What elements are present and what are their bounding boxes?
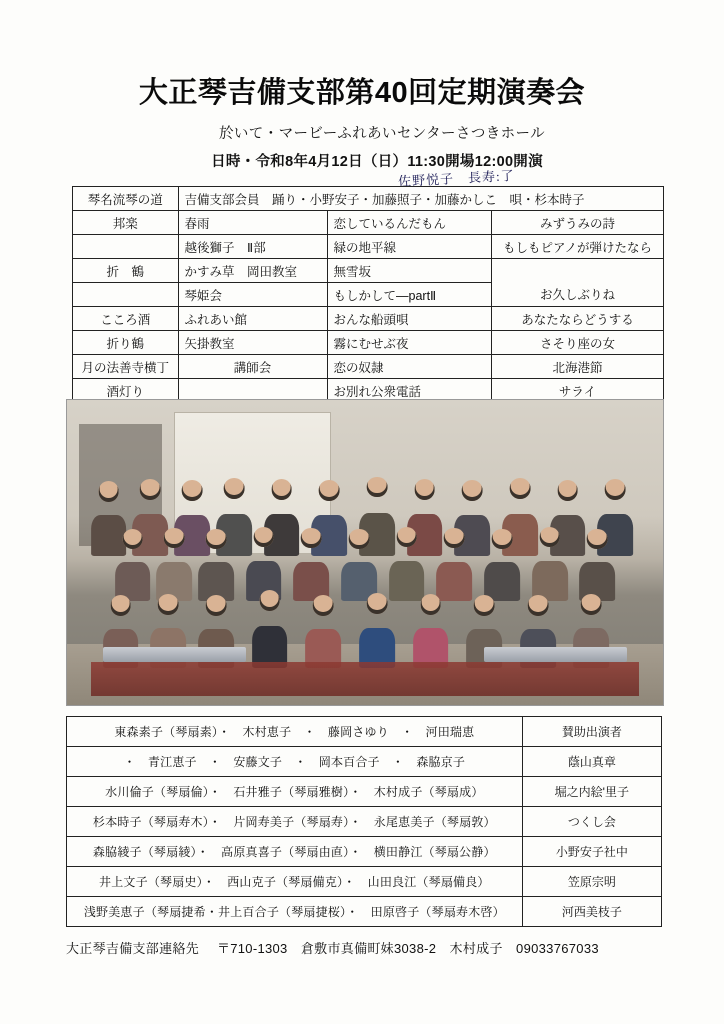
performer-names: 東森素子（琴扇素）・ 木村恵子 ・ 藤岡さゆり ・ 河田瑞恵 xyxy=(67,717,523,747)
table-row xyxy=(67,717,662,747)
program-subgroup: 春雨 xyxy=(178,211,327,235)
contact-address: 〒710-1303 倉敷市真備町妹3038-2 木村成子 09033767033 xyxy=(216,941,599,956)
program-subgroup: 矢掛教室 xyxy=(178,331,327,355)
photo-person-head xyxy=(164,528,185,549)
photo-person-head xyxy=(313,595,334,616)
program-song-alt: サライ xyxy=(491,379,663,403)
program-subgroup: 越後獅子 Ⅱ部 xyxy=(178,235,327,259)
table-row xyxy=(73,283,664,307)
program-song: 霧にむせぶ夜 xyxy=(327,331,491,355)
program-group: こころ酒 xyxy=(73,307,179,331)
program-subgroup: 講師会 xyxy=(178,355,327,379)
table-row xyxy=(73,259,664,283)
table-row xyxy=(67,807,662,837)
photo-person-head xyxy=(301,528,322,549)
program-group xyxy=(73,235,179,259)
program-song-alt: みずうみの詩 xyxy=(491,211,663,235)
footer-contact xyxy=(66,938,666,957)
table-row xyxy=(73,355,664,379)
performer-names: 浅野美恵子（琴扇捷希・井上百合子（琴扇捷桜）・ 田原啓子（琴扇寿木啓） xyxy=(67,897,523,927)
photo-person-head xyxy=(271,479,292,500)
guest-name: つくし会 xyxy=(522,807,661,837)
photo-person-head xyxy=(140,479,161,500)
program-table xyxy=(72,186,664,403)
program-song: 無雪坂 xyxy=(327,259,491,283)
guest-name: 堀之内絵'里子 xyxy=(522,777,661,807)
guest-header: 賛助出演者 xyxy=(522,717,661,747)
table-row xyxy=(73,187,664,211)
program-song: 緑の地平線 xyxy=(327,235,491,259)
photo-front-table xyxy=(91,662,639,696)
photo-person-head xyxy=(581,594,602,615)
photo-person-head xyxy=(253,527,274,548)
performer-names: ・ 青江恵子 ・ 安藤文子 ・ 岡本百合子 ・ 森脇京子 xyxy=(67,747,523,777)
program-group: 折り鶴 xyxy=(73,331,179,355)
table-row xyxy=(67,837,662,867)
photo-person-head xyxy=(224,478,245,499)
photo-person-head xyxy=(110,595,131,616)
photo-person-head xyxy=(444,528,465,549)
photo-person-head xyxy=(420,594,441,615)
program-subgroup: 琴姫会 xyxy=(178,283,327,307)
table-row xyxy=(67,777,662,807)
program-group: 月の法善寺横丁 xyxy=(73,355,179,379)
program-song-alt: もしもピアノが弾けたなら xyxy=(491,235,663,259)
photo-person-head xyxy=(206,595,227,616)
photo-person-head xyxy=(367,593,388,614)
guest-name: 笠原宗明 xyxy=(522,867,661,897)
table-row xyxy=(67,897,662,927)
program-song: おんな船頭唄 xyxy=(327,307,491,331)
program-group: 琴名流琴の道 xyxy=(73,187,179,211)
program-subgroup: かすみ草 岡田教室 xyxy=(178,259,327,283)
photo-person-head xyxy=(605,479,626,500)
program-song: もしかして―partⅡ xyxy=(327,283,491,307)
program-subgroup: ふれあい館 xyxy=(178,307,327,331)
program-group xyxy=(73,283,179,307)
program-song: 恋しているんだもん xyxy=(327,211,491,235)
table-row xyxy=(67,867,662,897)
program-group: 折 鶴 xyxy=(73,259,179,283)
photo-person-head xyxy=(396,527,417,548)
table-row xyxy=(73,235,664,259)
table-row xyxy=(73,211,664,235)
photo-person-head xyxy=(414,479,435,500)
photo-koto-instrument xyxy=(103,647,246,662)
photo-person-head xyxy=(367,477,388,498)
program-song-alt: さそり座の女 xyxy=(491,331,663,355)
photo-person-head xyxy=(259,590,280,611)
performer-names: 杉本時子（琴扇寿木）・ 片岡寿美子（琴扇寿）・ 永尾恵美子（琴扇敦） xyxy=(67,807,523,837)
program-song: 恋の奴隷 xyxy=(327,355,491,379)
page-title: 大正琴吉備支部第40回定期演奏会 xyxy=(138,77,586,109)
table-row xyxy=(73,307,664,331)
program-group: 邦楽 xyxy=(73,211,179,235)
program-song-alt: 北海港節 xyxy=(491,355,663,379)
table-row xyxy=(67,747,662,777)
table-row xyxy=(73,331,664,355)
photo-person-head xyxy=(539,527,560,548)
guest-name: 小野安子社中 xyxy=(522,837,661,867)
performer-names: 森脇綾子（琴扇綾）・ 高原真喜子（琴扇由直）・ 横田静江（琴扇公静） xyxy=(67,837,523,867)
performer-names: 水川倫子（琴扇倫）・ 石井雅子（琴扇雅樹）・ 木村成子（琴扇成） xyxy=(67,777,523,807)
program-members: 吉備支部会員 踊り・小野安子・加藤照子・加藤かしこ 唄・杉本時子 xyxy=(178,187,663,211)
performer-names: 井上文子（琴扇史）・ 西山克子（琴扇備克）・ 山田良江（琴扇備良） xyxy=(67,867,523,897)
program-song-alt xyxy=(491,259,663,283)
photo-person-head xyxy=(510,478,531,499)
venue-line: 於いて・マービーふれあいセンターさつきホール xyxy=(218,126,546,142)
handwritten-note: 佐野悦子 長寿:了 xyxy=(397,167,515,190)
guest-name: 蔭山真章 xyxy=(522,747,661,777)
contact-label: 大正琴吉備支部連絡先 xyxy=(66,941,200,956)
photo-person-head xyxy=(527,595,548,616)
datetime-line: 日時・令和8年4月12日（日）11:30開場12:00開演 xyxy=(211,154,543,170)
group-photo xyxy=(66,399,664,706)
program-group: 酒灯り xyxy=(73,379,179,403)
photo-person-head xyxy=(158,594,179,615)
program-song: お別れ公衆電話 xyxy=(327,379,491,403)
performers-table xyxy=(66,716,662,927)
photo-person-head xyxy=(474,595,495,616)
program-song-alt: お久しぶりね xyxy=(491,283,663,307)
guest-name: 河西美枝子 xyxy=(522,897,661,927)
photo-koto-instrument xyxy=(484,647,627,662)
program-song-alt: あなたならどうする xyxy=(491,307,663,331)
